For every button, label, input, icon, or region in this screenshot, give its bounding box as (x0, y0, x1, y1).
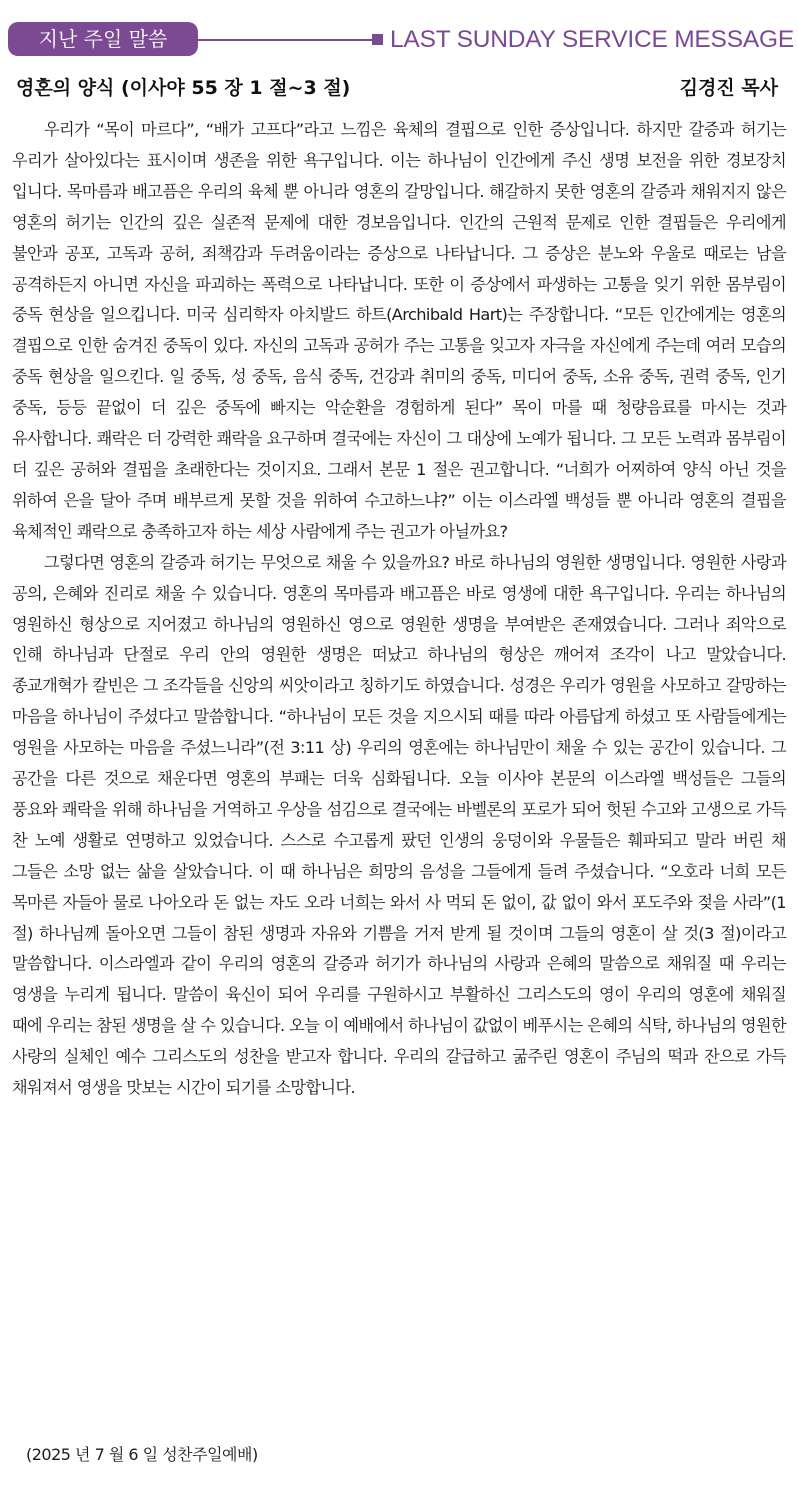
sermon-paragraph-2: 그렇다면 영혼의 갈증과 허기는 무엇으로 채울 수 있을까요? 바로 하나님의 영원한 생명입니다. 영원한 사랑과 공의, 은혜와 진리로 채울 수 있습니다. 영혼의 목마름과 배고픔은 바로 영생에 대한 욕구입니다. 우리는 하나님의 영원하신 형상으로 지어졌고 하나님의 영원하신 영으로 영원한 생명을 부여받은 존재였습니다. 그러나 죄악으로 인해 하나님과 단절로 우리 안의 영원한 생명은 떠났고 하나님의 형상은 깨어져 조각이 나고 말았습니다. 종교개혁가 칼빈은 그 조각들을 신앙의 씨앗이라고 칭하기도 하였습니다. 성경은 우리가 영원을 사모하고 갈망하는 마음을 하나님이 주셨다고 말씀합니다. “하나님이 모든 것을 지으시되 때를 따라 아름답게 하셨고 또 사람들에게는 영원을 사모하는 마음을 주셨느니라”(전 3:11 상) 우리의 영혼에는 하나님만이 채울 수 있는 공간이 있습니다. 그 공간을 다른 것으로 채운다면 영혼의 부패는 더욱 심화됩니다. 오늘 이사야 본문의 이스라엘 백성들은 그들의 풍요와 쾌락을 위해 하나님을 거역하고 우상을 섬김으로 결국에는 바벨론의 포로가 되어 헛된 수고와 고생으로 가득 찬 노예 생활로 연명하고 있었습니다. 스스로 수고롭게 팠던 인생의 웅덩이와 우물들은 훼파되고 말라 버린 채 그들은 소망 없는 삶을 살았습니다. 이 때 하나님은 희망의 음성을 그들에게 들려 주셨습니다. “오호라 너희 모든 목마른 자들아 물로 나아오라 돈 없는 자도 오라 너희는 와서 사 먹되 돈 없이, 값 없이 와서 포도주와 젖을 사라”(1 절) 하나님께 돌아오면 그들이 참된 생명과 자유와 기쁨을 거저 받게 될 것이며 그들의 영혼이 살 것(3 절)이라고 말씀합니다. 이스라엘과 같이 우리의 영혼의 갈증과 허기가 하나님의 사랑과 은혜의 말씀으로 채워질 때 우리는 영생을 누리게 됩니다. 말씀이 육신이 되어 우리를 구원하시고 부활하신 그리스도의 영이 우리의 영혼에 채워질 때에 우리는 참된 생명을 살 수 있습니다. 오늘 이 예배에서 하나님이 값없이 베푸시는 은혜의 식탁, 하나님의 영원한 사랑의 실체인 예수 그리스도의 성찬을 받고자 합니다. 우리의 갈급하고 굶주린 영혼이 주님의 떡과 잔으로 가득 채워져서 영생을 맛보는 시간이 되기를 소망합니다. (12, 552, 786, 1098)
sermon-paragraph-1: 우리가 “목이 마르다”, “배가 고프다”라고 느낌은 육체의 결핍으로 인한 증상입니다. 하지만 갈증과 허기는 우리가 살아있다는 표시이며 생존을 위한 욕구입니다. 이는 하나님이 인간에게 주신 생명 보전을 위한 경보장치 입니다. 목마름과 배고픔은 우리의 육체 뿐 아니라 영혼의 갈망입니다. 해갈하지 못한 영혼의 갈증과 채워지지 않은 영혼의 허기는 인간의 깊은 실존적 문제에 대한 경보음입니다. 인간의 근원적 문제로 인한 결핍들은 우리에게 불안과 공포, 고독과 공허, 죄책감과 두려움이라는 증상으로 나타납니다. 그 증상은 분노와 우울로 때로는 남을 공격하든지 아니면 자신을 파괴하는 폭력으로 나타납니다. 또한 이 증상에서 파생하는 고통을 잊기 위한 몸부림이 중독 현상을 일으킵니다. 미국 심리학자 아치발드 하트(Archibald Hart)는 주장합니다. “모든 인간에게는 영혼의 결핍으로 인한 숨겨진 중독이 있다. 자신의 고독과 공허가 주는 고통을 잊고자 자극을 자신에게 주는데 여러 모습의 중독 현상을 일으킨다. 일 중독, 성 중독, 음식 중독, 건강과 취미의 중독, 미디어 중독, 소유 중독, 권력 중독, 인기 중독, 등등 끝없이 더 깊은 중독에 빠지는 악순환을 경험하게 된다” 목이 마를 때 청량음료를 마시는 것과 유사합니다. 쾌락은 더 강력한 쾌락을 요구하며 결국에는 자신이 그 대상에 노예가 됩니다. 그 모든 노력과 몸부림이 더 깊은 공허와 결핍을 초래한다는 것이지요. 그래서 본문 1 절은 권고합니다. “너희가 어찌하여 양식 아닌 것을 위하여 은을 달아 주며 배부르게 못할 것을 위하여 수고하느냐?” 이는 이스라엘 백성들 뿐 아니라 영혼의 결핍을 육체적인 쾌락으로 충족하고자 하는 세상 사람에게 주는 권고가 아닐까요? (12, 120, 786, 541)
section-label-tab: 지난 주일 말씀 (8, 22, 198, 56)
sermon-date-note: (2025 년 7 월 6 일 성찬주일예배) (26, 1445, 258, 1464)
sermon-body (12, 115, 786, 1104)
header-divider-square (372, 34, 383, 45)
sermon-title: 영혼의 양식 (이사야 55 장 1 절~3 절) (16, 77, 351, 99)
header-divider-line (198, 39, 373, 41)
section-label-english: LAST SUNDAY SERVICE MESSAGE (390, 26, 794, 53)
preacher-name: 김경진 목사 (679, 77, 778, 99)
section-header (8, 20, 794, 62)
sermon-title-row (16, 72, 782, 104)
